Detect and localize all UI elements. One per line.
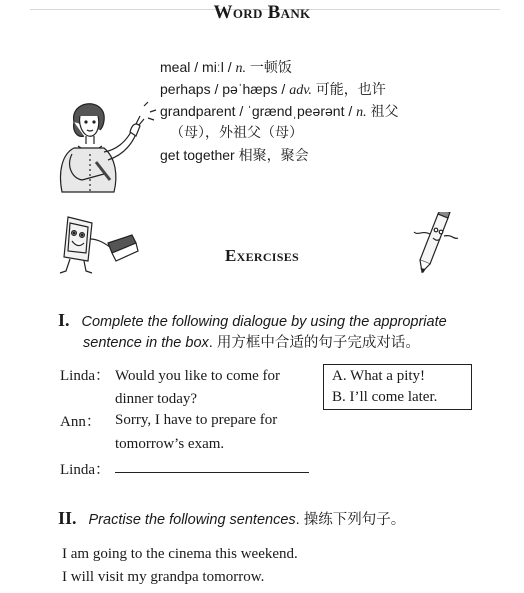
practice-sentence: I will visit my grandpa tomorrow.	[62, 569, 265, 585]
section-1-heading	[58, 309, 447, 333]
word-entry-meal	[160, 57, 292, 79]
part-of-speech: adv.	[289, 83, 312, 98]
section-number: I.	[58, 310, 70, 330]
section-2-heading	[58, 507, 405, 531]
word: meal	[160, 59, 191, 75]
meaning: 祖父	[370, 103, 399, 119]
word-bank-title: Word Bank	[213, 2, 311, 23]
phonetic: / pəˈhæps /	[214, 81, 286, 97]
instruction-chinese: . 操练下列句子。	[295, 512, 406, 528]
section-number: II.	[58, 508, 77, 528]
woman-presenting-illustration	[44, 92, 160, 204]
word: grandparent	[160, 103, 236, 119]
dialogue-speaker-linda-2: Linda：	[60, 462, 110, 478]
meaning: 相聚，聚会	[238, 147, 309, 163]
instruction-text: sentence in the box	[83, 335, 209, 351]
practice-sentence: I am going to the cinema this weekend.	[62, 546, 298, 562]
section-1-instruction-line1: Complete the following dialogue by using the appropriate	[81, 314, 447, 330]
word-entry-grandparent	[160, 101, 399, 123]
phonetic: / miːl /	[194, 59, 232, 75]
exercises-title: Exercises	[224, 246, 300, 265]
word-entry-grandparent-cont: （母），外祖父（母）	[170, 124, 303, 140]
part-of-speech: n.	[356, 105, 367, 120]
pencil-character-illustration	[410, 212, 460, 274]
robot-stapler-illustration	[56, 213, 142, 277]
meaning: 可能，也许	[315, 81, 386, 97]
instruction-chinese: . 用方框中合适的句子完成对话。	[208, 335, 420, 351]
part-of-speech: n.	[235, 61, 246, 76]
word-entry-perhaps	[160, 79, 386, 101]
answer-blank-line[interactable]	[115, 472, 309, 473]
dialogue-line: tomorrow’s exam.	[115, 436, 225, 452]
options-box	[323, 364, 472, 410]
dialogue-speaker-ann: Ann：	[60, 414, 101, 430]
section-2-instruction: Practise the following sentences	[88, 512, 296, 528]
dialogue-line: Would you like to come for	[115, 368, 281, 384]
section-1-instruction-line2	[83, 331, 420, 354]
phonetic: / ˈɡrændˌpeərənt /	[239, 103, 353, 119]
dialogue-speaker-linda: Linda：	[60, 368, 110, 384]
word-entry-get-together	[160, 145, 309, 165]
option-b: B. I’ll come later.	[332, 389, 438, 405]
word: get together	[160, 147, 235, 163]
option-a: A. What a pity!	[332, 368, 426, 384]
dialogue-line: dinner today?	[115, 391, 198, 407]
word: perhaps	[160, 81, 211, 97]
dialogue-line: Sorry, I have to prepare for	[115, 412, 278, 428]
meaning: 一顿饭	[249, 59, 292, 75]
